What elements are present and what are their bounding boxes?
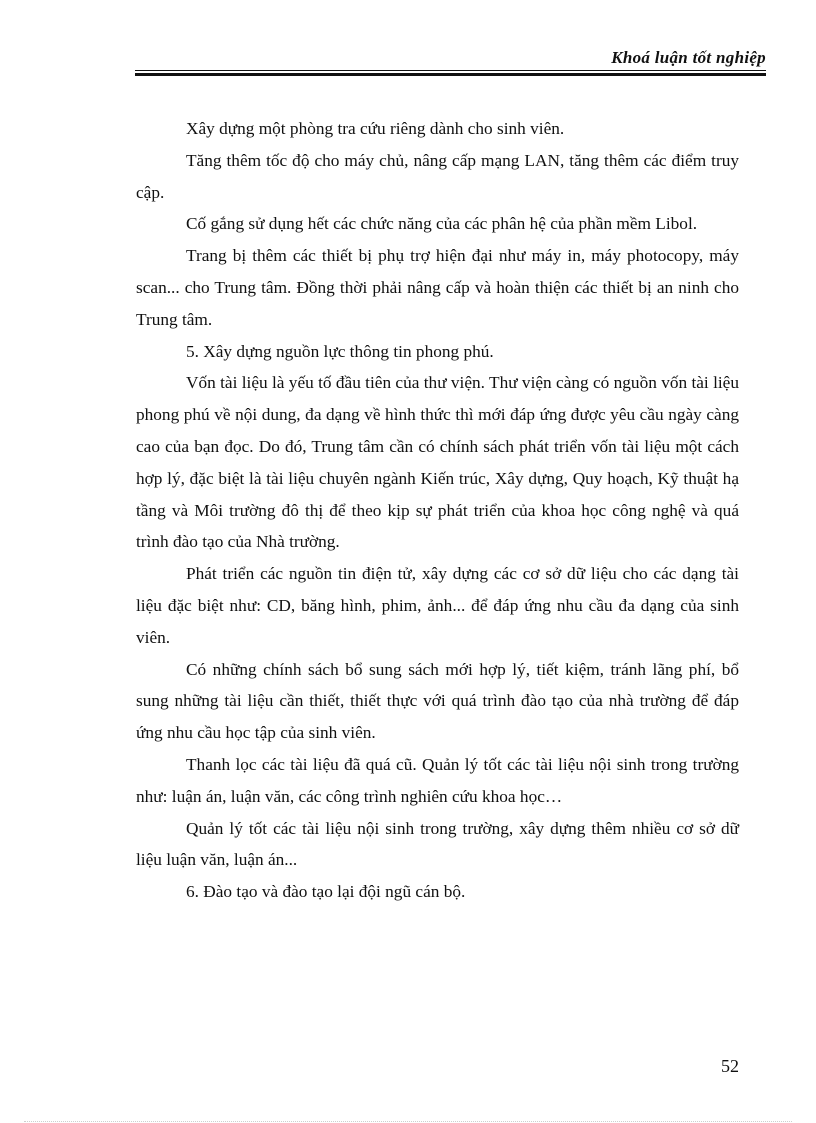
page-number: 52 (721, 1056, 739, 1076)
footer-divider (24, 1121, 792, 1122)
paragraph: Phát triển các nguồn tin điện tử, xây dựng các cơ sở dữ liệu cho các dạng tài liệu đặc biệt như: CD, băng hình, phim, ảnh... để đáp ứng nhu cầu đa dạng của sinh viên. (136, 564, 739, 647)
section-heading: 5. Xây dựng nguồn lực thông tin phong phú. (186, 341, 494, 361)
header-rule-thin (135, 70, 766, 71)
paragraph: Có những chính sách bổ sung sách mới hợp lý, tiết kiệm, tránh lãng phí, bổ sung những tài liệu cần thiết, thiết thực với quá trình đào tạo của nhà trường để đáp ứng nhu cầu học tập của sinh viên. (136, 659, 739, 743)
paragraph: Vốn tài liệu là yếu tố đầu tiên của thư viện. Thư viện càng có nguồn vốn tài liệu phong phú về nội dung, đa dạng về hình thức thì mới đáp ứng được yêu cầu ngày càng cao của bạn đọc. Do đó, Trung tâm cần có chính sách phát triển vốn tài liệu một cách hợp lý, đặc biệt là tài liệu chuyên ngành Kiến trúc, Xây dựng, Quy hoạch, Kỹ thuật hạ tầng và Môi trường đô thị để theo kịp sự phát triển của khoa học công nghệ và quá trình đào tạo của Nhà trường. (136, 373, 739, 552)
paragraph: Thanh lọc các tài liệu đã quá cũ. Quản lý tốt các tài liệu nội sinh trong trường như: luận án, luận văn, các công trình nghiên cứu khoa học… (136, 754, 739, 806)
header-rule-thick (135, 73, 766, 76)
paragraph: Xây dựng một phòng tra cứu riêng dành cho sinh viên. (186, 119, 565, 138)
paragraph: Cố gắng sử dụng hết các chức năng của các phân hệ của phần mềm Libol. (186, 214, 698, 234)
paragraph: Trang bị thêm các thiết bị phụ trợ hiện đại như máy in, máy photocopy, máy scan... cho Trung tâm. Đồng thời phải nâng cấp và hoàn thiện các thiết bị an ninh cho Trung tâm. (136, 246, 739, 329)
section-heading: 6. Đào tạo và đào tạo lại đội ngũ cán bộ. (186, 882, 466, 902)
paragraph: Quản lý tốt các tài liệu nội sinh trong trường, xây dựng thêm nhiều cơ sở dữ liệu luận văn, luận án... (136, 818, 739, 870)
page-header (135, 48, 766, 76)
body-text (136, 113, 739, 908)
header-title: Khoá luận tốt nghiệp (611, 48, 766, 67)
paragraph: Tăng thêm tốc độ cho máy chủ, nâng cấp mạng LAN, tăng thêm các điểm truy cập. (136, 150, 739, 202)
